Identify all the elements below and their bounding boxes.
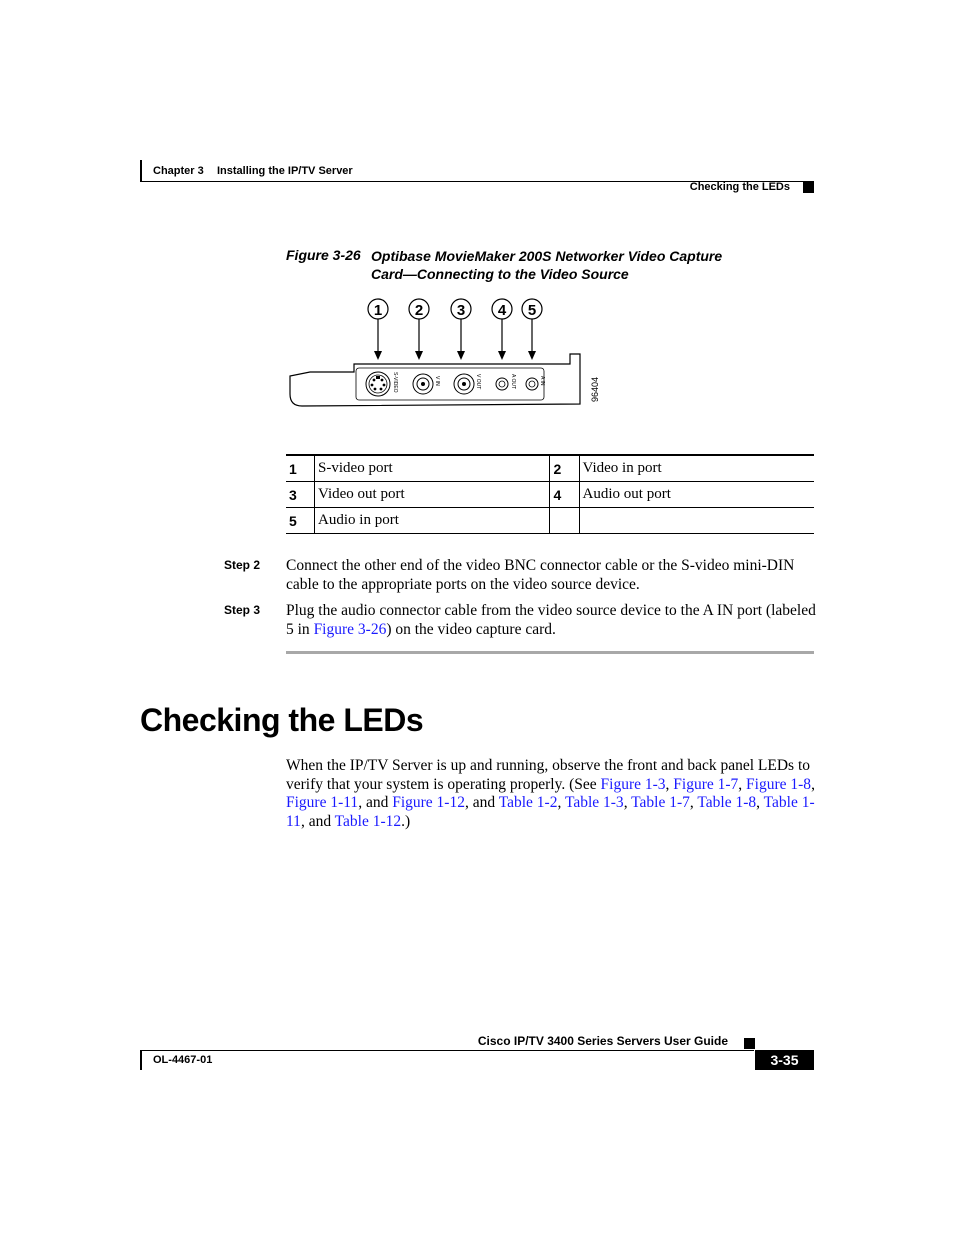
port-label-v-in: V IN: [434, 376, 440, 386]
callout-number: 3: [286, 482, 315, 508]
link-table-1-2[interactable]: Table 1-2: [498, 794, 558, 811]
separator: , and: [464, 794, 499, 811]
port-label-s-video: S-VIDEO: [392, 372, 398, 393]
link-figure-1-7[interactable]: Figure 1-7: [673, 775, 739, 793]
footer-guide-title: Cisco IP/TV 3400 Series Servers User Guide: [477, 1034, 728, 1048]
header-chapter: Chapter 3: [153, 165, 204, 177]
separator: ,: [811, 775, 815, 793]
page-number: 3-35: [755, 1050, 814, 1070]
para-text: When the IP/TV Server is up and running, observe the front and back panel LEDs to verify that your system is operating properly. (See: [286, 757, 810, 793]
audio-in-port: [526, 378, 538, 390]
callout-description: Audio in port: [315, 508, 550, 534]
table-row: [286, 455, 814, 482]
callout-2-number: 2: [414, 302, 424, 319]
callout-table: [286, 454, 814, 534]
port-label-v-out: V OUT: [475, 374, 481, 390]
footer-doc-number: OL-4467-01: [153, 1054, 213, 1066]
audio-out-port: [496, 378, 508, 390]
link-figure-1-11[interactable]: Figure 1-11: [286, 794, 359, 811]
step-3-text-after: ) on the video capture card.: [386, 621, 556, 638]
port-label-a-out: A OUT: [510, 374, 516, 390]
header-bar: [140, 160, 142, 182]
header-square-icon: [803, 182, 814, 193]
link-figure-1-3[interactable]: Figure 1-3: [600, 775, 666, 793]
callout-2: [409, 299, 429, 360]
separator: ,: [623, 794, 632, 811]
link-figure-1-12[interactable]: Figure 1-12: [392, 794, 465, 811]
video-capture-card-diagram: [280, 290, 620, 420]
callout-3: [451, 299, 471, 360]
callout-number: 2: [550, 455, 579, 482]
figure-id: 96404: [590, 376, 600, 402]
para-end: .): [401, 812, 411, 830]
step-2-label: Step 2: [224, 558, 261, 572]
footer-bar: [140, 1050, 142, 1070]
link-table-1-11[interactable]: Table 1-11: [286, 794, 815, 830]
figure-caption: Optibase MovieMaker 200S Networker Video Capture Card—Connecting to the Video Source: [371, 248, 723, 282]
separator: , and: [300, 812, 335, 830]
callout-description: Audio out port: [579, 482, 814, 508]
separator: ,: [738, 775, 747, 793]
s-video-port: [366, 372, 390, 396]
callout-description: S-video port: [315, 455, 550, 482]
separator: ,: [557, 794, 565, 811]
header-chapter-title: Installing the IP/TV Server: [217, 165, 353, 177]
step-2-text: Connect the other end of the video BNC connector cable or the S-video mini-DIN cable to the appropriate ports on the video source device.: [286, 557, 795, 593]
section-heading: Checking the LEDs: [140, 702, 424, 738]
step-3-label: Step 3: [224, 603, 261, 617]
callout-1-number: 1: [373, 302, 383, 319]
footer-rule: [140, 1050, 754, 1051]
callout-1: [368, 299, 388, 360]
callout-3-number: 3: [456, 302, 466, 319]
video-in-port: [413, 374, 433, 394]
callout-description: Video in port: [579, 455, 814, 482]
figure-3-26-link[interactable]: Figure 3-26: [313, 621, 387, 638]
body-paragraph: [286, 757, 816, 831]
link-table-1-12[interactable]: Table 1-12: [334, 812, 402, 830]
callout-number: 5: [286, 508, 315, 534]
callout-5-number: 5: [527, 302, 537, 319]
callout-description: Video out port: [315, 482, 550, 508]
figure-label: Figure 3-26: [286, 247, 361, 263]
port-label-a-in: A IN: [539, 376, 545, 386]
callout-4: [492, 299, 512, 360]
link-table-1-8[interactable]: Table 1-8: [697, 794, 757, 811]
callout-number: [550, 508, 579, 534]
table-row: [286, 508, 814, 534]
callout-number: 4: [550, 482, 579, 508]
video-out-port: [454, 374, 474, 394]
separator: ,: [756, 794, 764, 811]
separator: , and: [358, 794, 393, 811]
step-3-text-before: Plug the audio connector cable from the video source device to the A IN port (labeled 5 in: [286, 602, 816, 638]
separator: ,: [689, 794, 698, 811]
link-table-1-7[interactable]: Table 1-7: [631, 794, 690, 811]
callout-description: [579, 508, 814, 534]
section-divider: [286, 651, 814, 654]
header-section: Checking the LEDs: [689, 181, 790, 193]
footer-square-icon: [744, 1038, 755, 1049]
link-table-1-3[interactable]: Table 1-3: [564, 794, 624, 811]
callout-4-number: 4: [497, 302, 507, 319]
callout-number: 1: [286, 455, 315, 482]
separator: ,: [665, 775, 674, 793]
callout-5: [522, 299, 542, 360]
link-figure-1-8[interactable]: Figure 1-8: [746, 775, 812, 793]
step-3-text: [286, 601, 816, 639]
table-row: [286, 482, 814, 508]
